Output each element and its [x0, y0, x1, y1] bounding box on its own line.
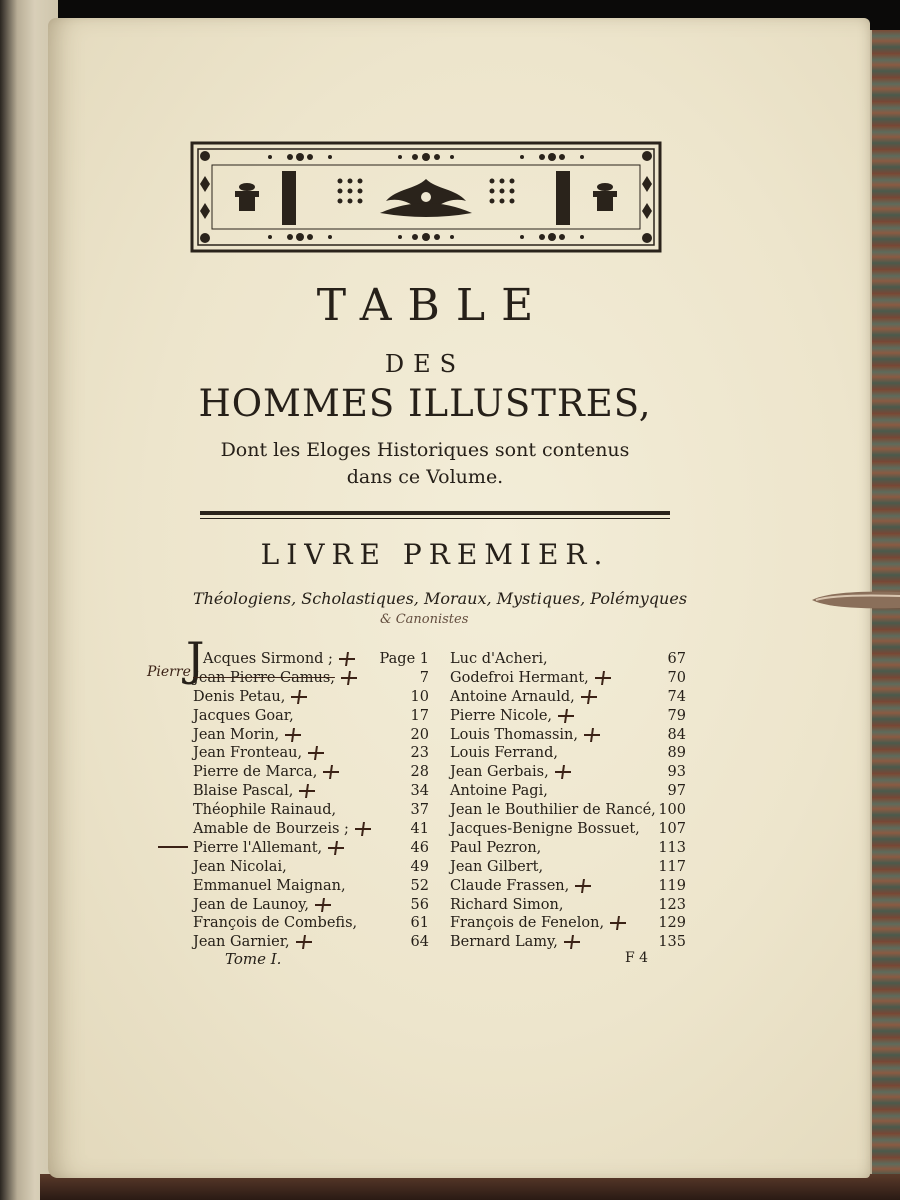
index-column-left [193, 650, 433, 952]
entry-page: 10 [410, 688, 429, 705]
entry-page: 113 [658, 839, 686, 856]
page-number: 1 [419, 651, 429, 667]
handwritten-dash [158, 846, 188, 848]
index-row [193, 877, 433, 896]
index-row [450, 763, 690, 782]
subtitle-line-1: Dont les Eloges Historiques sont contenus [220, 439, 630, 461]
entry-page: 23 [410, 745, 429, 762]
page-label: Page [379, 651, 416, 667]
entry-page: 97 [667, 783, 686, 800]
entry-page [380, 650, 429, 669]
index-row [450, 650, 690, 669]
double-rule-thick [200, 511, 670, 515]
entry-name: Bernard Lamy, [450, 934, 558, 951]
entry-name: Emmanuel Maignan, [193, 877, 346, 894]
footer-signature: F 4 [625, 950, 649, 966]
entry-page: 79 [667, 707, 686, 724]
cross-mark-icon [323, 765, 339, 779]
entry-name: Jean le Bouthilier de Rancé, [450, 802, 656, 819]
entry-page: 46 [410, 839, 429, 856]
entry-name: Paul Pezron, [450, 839, 542, 856]
cross-mark-icon [299, 784, 315, 798]
index-row [450, 839, 690, 858]
index-row [193, 914, 433, 933]
index-row [193, 726, 433, 745]
entry-page: 70 [667, 669, 686, 686]
cross-mark-icon [595, 671, 611, 685]
entry-page: 41 [410, 821, 429, 838]
entry-page: 123 [658, 896, 686, 913]
entry-page: 135 [658, 934, 686, 951]
index-row [450, 896, 690, 915]
entry-name: Jean Garnier, [193, 934, 290, 951]
entry-page: 117 [658, 858, 686, 875]
index-row [450, 726, 690, 745]
cross-mark-icon [285, 728, 301, 742]
index-row [450, 820, 690, 839]
cross-mark-icon [575, 879, 591, 893]
double-rule-thin [200, 518, 670, 519]
index-row [450, 782, 690, 801]
entry-name: Pierre l'Allemant, [193, 839, 323, 856]
index-row [193, 707, 433, 726]
entry-name: Louis Ferrand, [450, 745, 558, 762]
cross-mark-icon [296, 935, 312, 949]
entry-name: Jacques-Benigne Bossuet, [450, 821, 640, 838]
section-heading: LIVRE PREMIER. [260, 538, 610, 571]
entry-name: Louis Thomassin, [450, 726, 578, 743]
cross-mark-icon [555, 765, 571, 779]
entry-page: 89 [667, 745, 686, 762]
handwritten-pierre: Pierre [147, 664, 191, 680]
index-row [450, 707, 690, 726]
entry-name: Pierre de Marca, [193, 764, 318, 781]
cross-mark-icon [339, 652, 355, 666]
entry-page: 56 [410, 896, 429, 913]
entry-page: 52 [410, 877, 429, 894]
subtitle-line-2: dans ce Volume. [346, 466, 504, 488]
entry-name: Acques Sirmond ; [203, 651, 333, 667]
index-row [193, 839, 433, 858]
entry-page: 17 [410, 707, 429, 724]
cross-mark-icon [315, 898, 331, 912]
entry-name: Claude Frassen, [450, 877, 570, 894]
cross-mark-icon [355, 822, 371, 836]
entry-page: 28 [410, 764, 429, 781]
entry-name: Antoine Pagi, [450, 783, 548, 800]
entry-page: 67 [667, 651, 686, 667]
entry-name: Jean Nicolai, [193, 858, 287, 875]
entry-name: Jean Gilbert, [450, 858, 544, 875]
index-row [450, 744, 690, 763]
cross-mark-icon [328, 841, 344, 855]
entry-page: 20 [410, 726, 429, 743]
cross-mark-icon [308, 746, 324, 760]
footer-volume: Tome I. [225, 950, 282, 968]
entry-name: François de Fenelon, [450, 915, 605, 932]
entry-name: Jean Pierre Camus, [193, 669, 335, 686]
entry-page: 84 [667, 726, 686, 743]
entry-name: Amable de Bourzeis ; [193, 821, 349, 838]
entry-page: 37 [410, 802, 429, 819]
entry-name: Luc d'Acheri, [450, 651, 548, 667]
page-knife-icon [812, 586, 900, 614]
entry-page: 93 [667, 764, 686, 781]
index-row [450, 858, 690, 877]
entry-page: 61 [410, 915, 429, 932]
index-row [193, 801, 433, 820]
index-column-right [450, 650, 690, 952]
index-row [193, 688, 433, 707]
section-categories: Théologiens, Scholastiques, Moraux, Mystiques, Polémyques [192, 589, 688, 608]
index-row [193, 782, 433, 801]
cross-mark-icon [291, 690, 307, 704]
entry-page: 129 [658, 915, 686, 932]
drop-cap: J [186, 632, 205, 686]
index-row [450, 914, 690, 933]
index-row [450, 669, 690, 688]
entry-name: François de Combefis, [193, 915, 358, 932]
entry-name: Pierre Nicole, [450, 707, 553, 724]
entry-page: 119 [658, 877, 686, 894]
entry-name: Godefroi Hermant, [450, 669, 589, 686]
page-title: TABLE [316, 280, 550, 331]
index-row [193, 896, 433, 915]
entry-name: Jean Gerbais, [450, 764, 549, 781]
index-row [193, 669, 433, 688]
entry-name: Denis Petau, [193, 688, 286, 705]
entry-page: 100 [658, 802, 686, 819]
index-row [193, 820, 433, 839]
entry-page: 107 [658, 821, 686, 838]
handwritten-note: & Canonistes [380, 612, 469, 627]
ornament-headpiece [190, 141, 662, 253]
entry-page: 74 [667, 688, 686, 705]
entry-name: Jean Fronteau, [193, 745, 303, 762]
index-row [450, 933, 690, 952]
index-row [193, 858, 433, 877]
index-row [193, 744, 433, 763]
entry-name: Théophile Rainaud, [193, 802, 337, 819]
entry-page: 34 [410, 783, 429, 800]
title-des: DES [384, 350, 466, 378]
entry-page: 64 [410, 934, 429, 951]
entry-page: 7 [419, 669, 429, 686]
entry-name: Jean de Launoy, [193, 896, 310, 913]
cross-mark-icon [584, 728, 600, 742]
index-row [450, 877, 690, 896]
entry-name: Blaise Pascal, [193, 783, 294, 800]
cross-mark-icon [341, 671, 357, 685]
title-subtitle [150, 437, 700, 491]
cross-mark-icon [564, 935, 580, 949]
index-row [193, 763, 433, 782]
cross-mark-icon [558, 709, 574, 723]
entry-name: Richard Simon, [450, 896, 564, 913]
cross-mark-icon [581, 690, 597, 704]
entry-name: Jacques Goar, [193, 707, 294, 724]
index-row [193, 650, 433, 669]
entry-name: Jean Morin, [193, 726, 280, 743]
entry-name: Antoine Arnauld, [450, 688, 575, 705]
cross-mark-icon [610, 916, 626, 930]
index-row [450, 688, 690, 707]
index-row [450, 801, 690, 820]
title-main: HOMMES ILLUSTRES, [198, 382, 652, 425]
entry-page: 49 [410, 858, 429, 875]
